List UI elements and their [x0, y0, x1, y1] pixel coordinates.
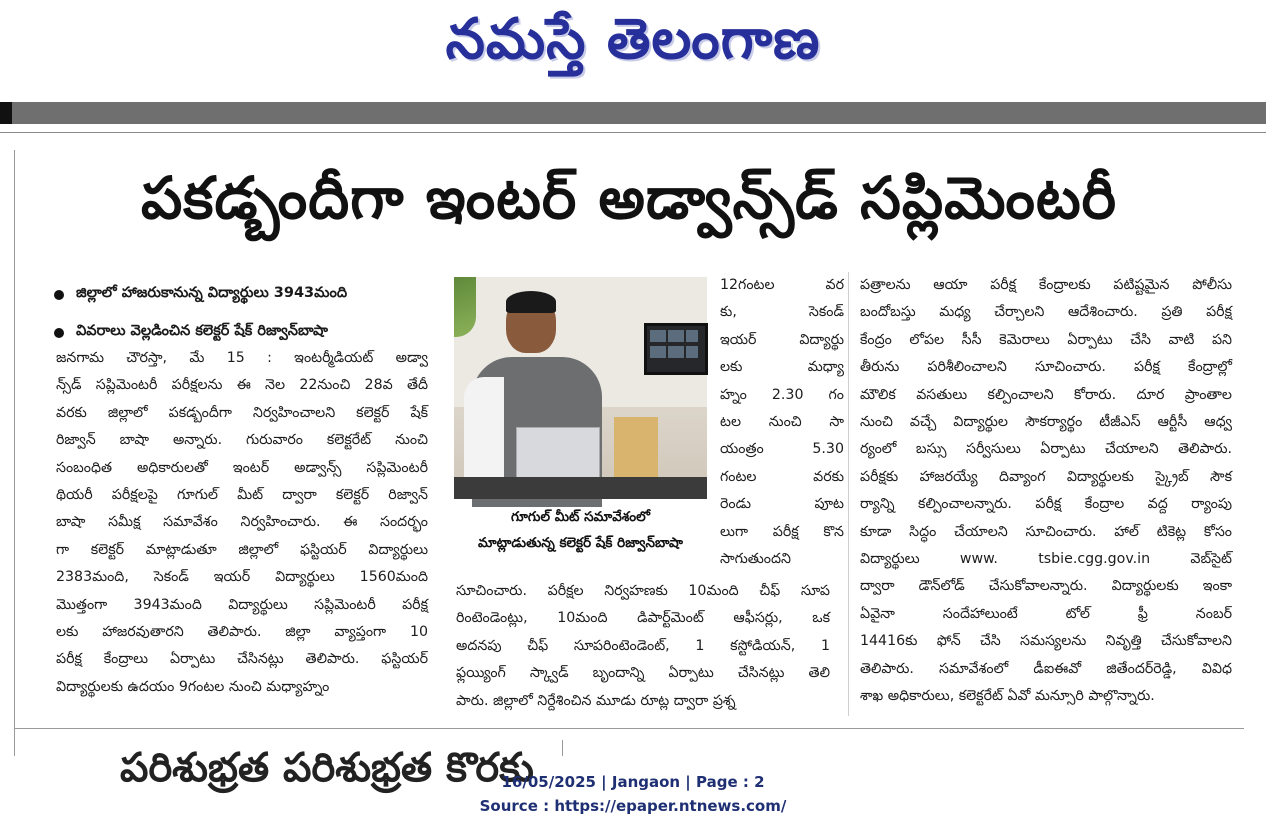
article-column-4: [860, 272, 1232, 711]
text-line: 14416కు ఫోన్ చేసి సమస్యలను నివృత్తి చేసుకోవాలని: [860, 633, 1232, 650]
text-line: బందోబస్తు మధ్య చేర్చాలని ఆదేశించారు. ప్రతి పరీక్ష: [860, 304, 1232, 321]
bullet-text: వివరాలు వెల్లడించిన కలెక్టర్ షేక్ రిజ్వాన్‌బాషా: [76, 323, 328, 339]
text-line: లకు హాజరవుతారని తెలిపారు. జిల్లా వ్యాప్తంగా 10: [56, 624, 428, 641]
text-line: రిజ్వాన్ బాషా అన్నారు. గురువారం కలెక్టరేట్ నుంచి: [56, 432, 428, 449]
text-line: శాఖ అధికారులు, కలెక్టరేట్ ఏవో మన్సూరి పాల్గొన్నారు.: [860, 688, 1155, 705]
photo-caption: [454, 504, 707, 556]
text-line: విద్యార్థులకు ఉదయం 9గంటల నుంచి మధ్యాహ్నం: [56, 678, 330, 695]
text-line: బాషా సమీక్ష సమావేశం నిర్వహించారు. ఈ సందర్భం: [56, 514, 428, 531]
caption-line: గూగుల్ మీట్ సమావేశంలో: [511, 509, 650, 525]
newspaper-logo: నమస్తే తెలంగాణ: [445, 6, 821, 72]
text-line: ఇయర్ విద్యార్థు: [720, 331, 844, 348]
text-line: కేంద్రం లోపల సీసీ కెమెరాలు ఏర్పాటు చేసి వాటి పని: [860, 331, 1232, 348]
header-band: [0, 102, 1266, 124]
highlight-bullets: [54, 276, 444, 352]
text-line: లుగా పరీక్ష కొన: [720, 523, 844, 540]
cctv-monitor-graphic: [644, 323, 708, 375]
text-line: వరకు జిల్లాలో పకడ్బందీగా నిర్వహించాలని కలెక్టర్ షేక్: [56, 404, 428, 421]
text-line: అదనపు చీఫ్ సూపరింటెండెంట్, 1 కస్టోడియన్, 1: [456, 637, 830, 654]
header-rule: [0, 132, 1266, 133]
text-line: మొత్తంగా 3943మంది విద్యార్థులు సప్లిమెంటరీ పరీక్ష: [56, 596, 428, 613]
footer-source: Source : https://epaper.ntnews.com/: [479, 797, 787, 815]
bullet-item: [54, 276, 444, 314]
text-line: జనగామ చౌరస్తా, మే 15 : ఇంటర్మీడియట్ అడ్వా: [56, 350, 428, 366]
text-line: యంత్రం 5.30: [720, 441, 844, 458]
text-line: సంబంధిత అధికారులతో ఇంటర్ అడ్వాన్స్ సప్లిమెంటరీ: [56, 459, 428, 476]
text-line: ర్యంలో బస్సు సర్వీసులు ఏర్పాటు చేయాలని తెలిపారు.: [860, 441, 1232, 458]
text-line: 12గంటల వర: [720, 277, 844, 293]
header-band-tab: [0, 102, 12, 124]
text-line: కు, సెకండ్: [720, 304, 844, 321]
text-line: రెండు పూట: [720, 496, 844, 513]
bullet-icon: [54, 328, 64, 338]
text-line: ర్యాన్ని కల్పించాలన్నారు. పరీక్ష కేంద్రాల వద్ద ర్యాంపు: [860, 496, 1232, 513]
text-line: పరీక్ష కేంద్రాలు ఏర్పాటు చేసినట్లు తెలిపారు. ఫస్టియర్: [56, 651, 428, 668]
text-line: టల నుంచి సా: [720, 414, 844, 431]
masthead: [0, 0, 1266, 92]
cut-divider: [562, 740, 563, 756]
text-line: సాగుతుందని: [720, 551, 791, 568]
caption-line: మాట్లాడుతున్న కలెక్టర్ షేక్ రిజ్వాన్‌బాషా: [478, 535, 683, 551]
text-line: లకు మధ్యా: [720, 359, 844, 376]
text-line: గా కలెక్టర్ మాట్లాడుతూ జిల్లాలో ఫస్టియర్ విద్యార్థులు: [56, 541, 428, 558]
text-line: ఫ్లయ్యింగ్ స్క్వాడ్ బృందాన్ని ఏర్పాటు చేసినట్లు తెలి: [456, 665, 830, 682]
text-line: హ్నం 2.30 గం: [720, 386, 844, 403]
next-article-cut: పరిశుభ్రత పరిశుభ్రత కొరకు: [120, 745, 534, 791]
text-line: విద్యార్థులు www. tsbie.cgg.gov.in వెబ్‌సైట్: [860, 551, 1232, 568]
page-footer: [0, 770, 1266, 818]
text-line: ఏవైనా సందేహాలుంటే టోల్ ఫ్రీ నంబర్: [860, 605, 1232, 622]
article-headline: పకడ్బందీగా ఇంటర్ అడ్వాన్స్‌డ్ సప్లిమెంటరీ: [140, 164, 1118, 232]
bullet-text: జిల్లాలో హాజరుకానున్న విద్యార్థులు 3943మంది: [76, 285, 348, 301]
text-line: థియరీ పరీక్షలపై గూగుల్ మీట్ ద్వారా కలెక్టర్ రిజ్వాన్: [56, 487, 428, 504]
text-line: గంటల వరకు: [720, 468, 844, 485]
plant-graphic: [454, 277, 476, 337]
bullet-icon: [54, 290, 64, 300]
text-line: కూడా సిద్ధం చేయాలని సూచించారు. హాల్ టికెట్ల కోసం: [860, 523, 1232, 540]
text-line: మౌలిక వసతులు కల్పించాలని కోరారు. దూర ప్రాంతాల: [860, 386, 1232, 403]
text-line: 2383మంది, సెకండ్ ఇయర్ విద్యార్థులు 1560మంది: [56, 569, 428, 586]
text-line: ద్వారా డౌన్‌లోడ్ చేసుకోవాలన్నారు. విద్యార్థులకు ఇంకా: [860, 578, 1232, 595]
text-line: సూచించారు. పరీక్షల నిర్వహణకు 10మంది చీఫ్ సూప: [456, 583, 830, 599]
text-line: తెలిపారు. సమావేశంలో డీఐఈవో జితేందర్‌రెడ్డి, వివిధ: [860, 660, 1232, 677]
clip-left-border: [14, 150, 15, 756]
article-column-3: [456, 578, 830, 715]
footer-date-page: 16/05/2025 | Jangaon | Page : 2: [501, 773, 765, 791]
text-line: తీరును పరిశీలించాలని సూచించారు. పరీక్ష కేంద్రాల్లో: [860, 359, 1232, 376]
text-line: రింటెండెంట్లు, 10మంది డిపార్ట్‌మెంట్ ఆఫీసర్లు, ఒక: [456, 610, 830, 627]
collector-photo: [454, 277, 707, 499]
column-divider: [848, 272, 849, 716]
text-line: పత్రాలను ఆయా పరీక్ష కేంద్రాలకు పటిష్టమైన పోలీసు: [860, 277, 1232, 293]
text-line: న్స్‌డ్ సప్లిమెంటరీ పరీక్షలను ఈ నెల 22నుంచి 28వ తేదీ: [56, 377, 428, 394]
text-line: నుంచి వచ్చే విద్యార్థుల సౌకర్యార్థం టీజీఎస్ ఆర్టీసీ ఆధ్వ: [860, 414, 1232, 431]
article-bottom-rule: [14, 728, 1244, 729]
article-column-2: [720, 272, 844, 573]
text-line: పారు. జిల్లాలో నిర్దేశించిన మూడు రూట్ల ద్వారా ప్రశ్న: [456, 692, 736, 709]
text-line: పరీక్షకు హాజరయ్యే దివ్యాంగ విద్యార్థులకు స్క్రైబ్ సౌక: [860, 468, 1232, 485]
article-column-1: [56, 345, 428, 701]
